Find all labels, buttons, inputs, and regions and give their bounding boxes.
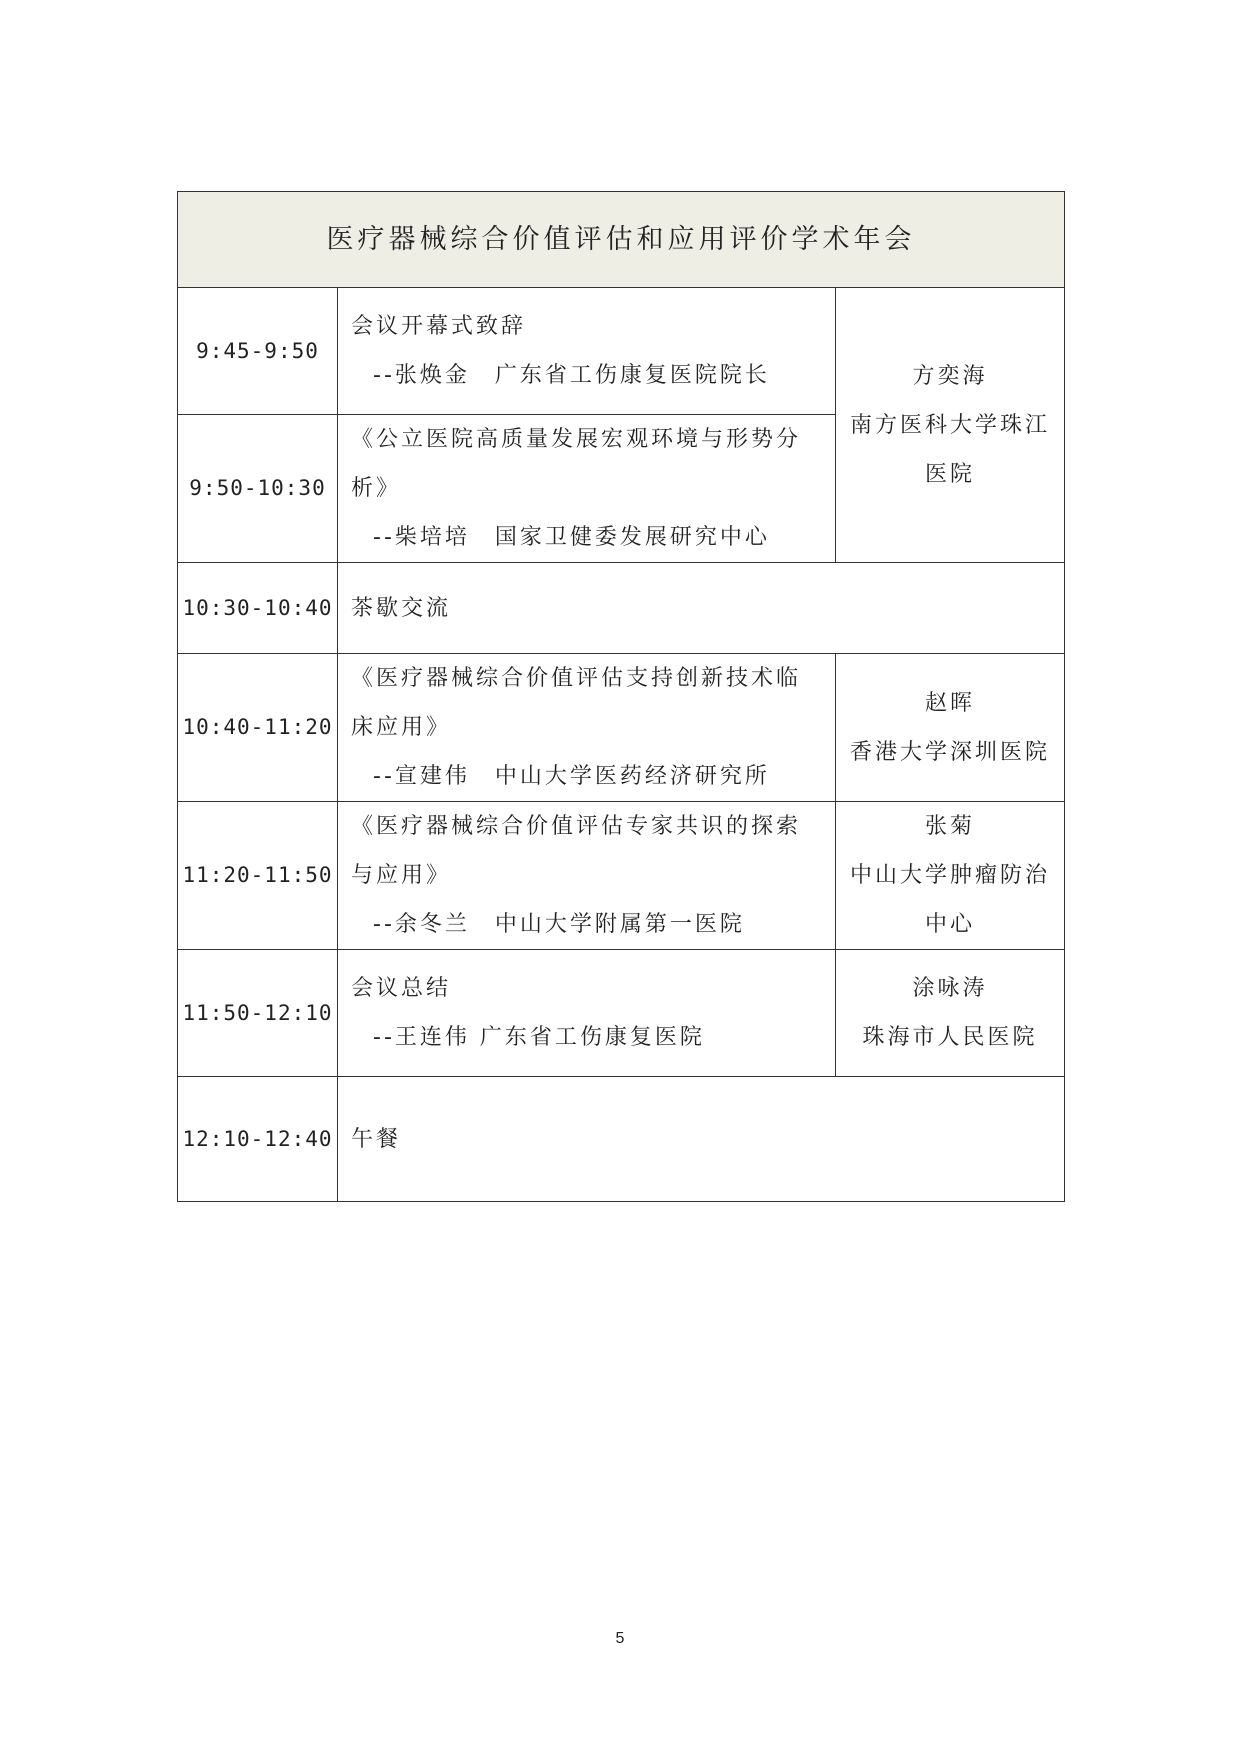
- session-chair: [836, 288, 1065, 563]
- session-chair: [836, 654, 1065, 802]
- session-speaker: --宣建伟 中山大学医药经济研究所: [373, 764, 770, 789]
- schedule-table: [177, 191, 1065, 1202]
- session-content: [338, 415, 836, 563]
- session-speaker: --柴培培 国家卫健委发展研究中心: [373, 525, 770, 550]
- session-title: 会议总结: [351, 976, 452, 1001]
- session-time: 11:20-11:50: [178, 802, 338, 950]
- chair-affiliation-cont: 医院: [925, 461, 976, 487]
- session-content: [338, 654, 836, 802]
- chair-name: 赵晖: [925, 690, 976, 716]
- session-chair: [836, 950, 1065, 1077]
- document-title: 医疗器械综合价值评估和应用评价学术年会: [178, 192, 1065, 288]
- page-number: 5: [615, 1630, 625, 1647]
- chair-name: 张菊: [925, 814, 976, 839]
- session-time: 9:45-9:50: [178, 288, 338, 415]
- session-title: 《公立医院高质量发展宏观环境与形势分: [351, 427, 802, 452]
- chair-affiliation: 中山大学肿瘤防治: [850, 863, 1051, 888]
- chair-affiliation: 珠海市人民医院: [862, 1025, 1038, 1050]
- session-speaker: --张焕金 广东省工伤康复医院院长: [373, 363, 770, 388]
- session-title: 《医疗器械综合价值评估支持创新技术临: [351, 666, 802, 691]
- session-title-cont: 与应用》: [351, 863, 452, 888]
- session-title: 茶歇交流: [351, 595, 452, 621]
- table-row: [178, 950, 1065, 1077]
- session-speaker: --余冬兰 中山大学附属第一医院: [373, 912, 745, 937]
- session-title: 会议开幕式致辞: [351, 314, 527, 339]
- table-row: [178, 1077, 1065, 1202]
- table-row: [178, 802, 1065, 950]
- session-title: 午餐: [351, 1126, 402, 1152]
- table-row: [178, 288, 1065, 415]
- chair-affiliation: 南方医科大学珠江: [850, 412, 1051, 438]
- session-speaker: --王连伟 广东省工伤康复医院: [373, 1025, 705, 1050]
- session-time: 10:30-10:40: [178, 563, 338, 654]
- chair-name: 涂咏涛: [912, 976, 988, 1001]
- table-row: [178, 654, 1065, 802]
- session-chair: [836, 802, 1065, 950]
- chair-affiliation: 香港大学深圳医院: [850, 739, 1051, 765]
- session-time: 11:50-12:10: [178, 950, 338, 1077]
- session-time: 10:40-11:20: [178, 654, 338, 802]
- table-row: [178, 563, 1065, 654]
- session-title-cont: 析》: [351, 476, 402, 501]
- session-content: [338, 1077, 1065, 1202]
- chair-affiliation-cont: 中心: [925, 912, 976, 937]
- session-content: [338, 563, 1065, 654]
- session-title-cont: 床应用》: [351, 715, 452, 740]
- session-time: 9:50-10:30: [178, 415, 338, 563]
- session-time: 12:10-12:40: [178, 1077, 338, 1202]
- table-title-row: [178, 192, 1065, 288]
- session-title: 《医疗器械综合价值评估专家共识的探索: [351, 814, 802, 839]
- session-content: [338, 288, 836, 415]
- session-content: [338, 950, 836, 1077]
- session-content: [338, 802, 836, 950]
- chair-name: 方奕海: [912, 363, 988, 389]
